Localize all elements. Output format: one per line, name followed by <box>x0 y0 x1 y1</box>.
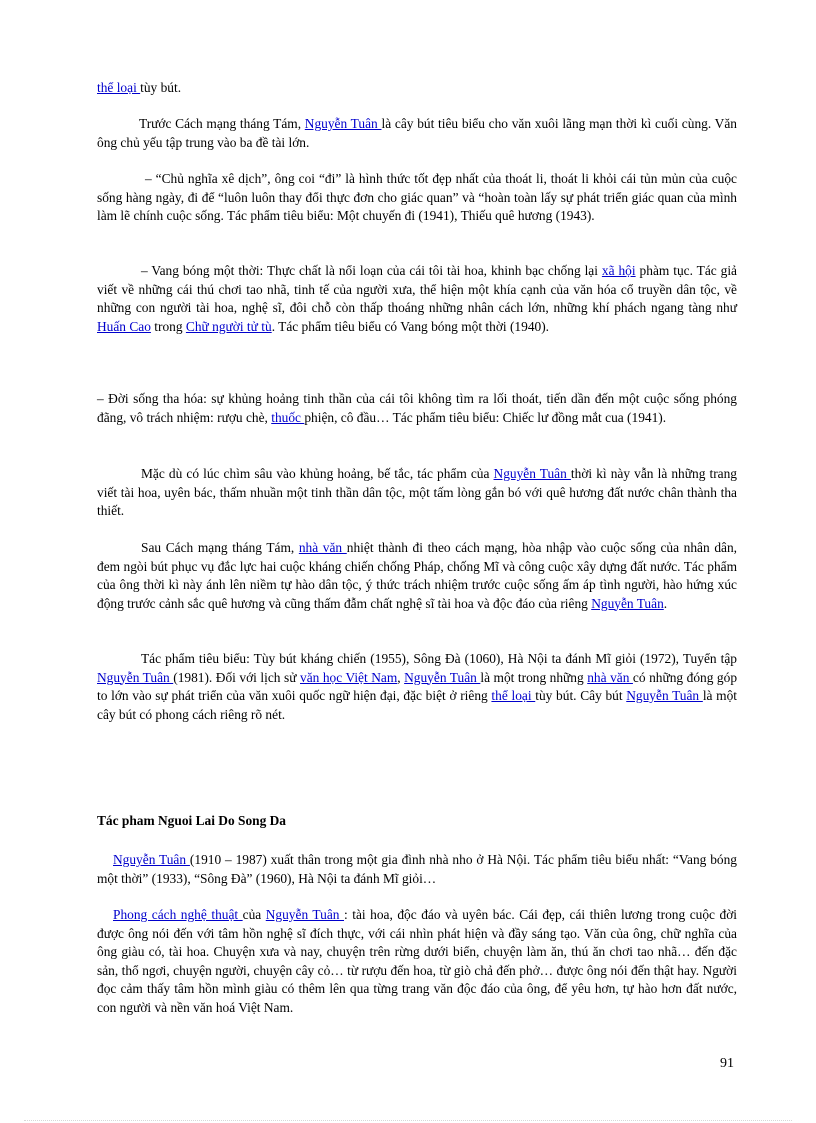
paragraph-9: Nguyễn Tuân (1910 – 1987) xuất thân trong một gia đình nhà nho ở Hà Nội. Tác phẩm tiêu biểu nhất: “Vang bóng một thời” (1933), “Sông Đà” (1960), Hà Nội ta đánh Mĩ giỏi… <box>97 852 737 886</box>
paragraph-7: Sau Cách mạng tháng Tám, nhà văn nhiệt thành đi theo cách mạng, hòa nhập vào cuộc sống của nhân dân, đem ngòi bút phục vụ đắc lực hai cuộc kháng chiến chống Pháp, chống Mĩ và công cuộc xây dựng đất nước. Tác phẩm của ông thời kì này ánh lên niềm tự hào dân tộc, ý thức trách nhiệm trước cuộc sống ấm áp tình người, hào hứng xúc động trước cảnh sắc quê hương và cũng thấm đẫm chất nghệ sĩ tài hoa và độc đáo của riêng Nguyễn Tuân. <box>97 540 738 611</box>
link-huan-cao[interactable]: Huấn Cao <box>97 318 151 334</box>
link-nguyen-tuan[interactable]: Nguyễn Tuân <box>97 669 174 685</box>
link-nguyen-tuan[interactable]: Nguyễn Tuân <box>304 116 382 131</box>
section-heading: Tác pham Nguoi Lai Do Song Da <box>97 813 286 828</box>
link-nha-van[interactable]: nhà văn <box>298 540 347 555</box>
paragraph-3: – “Chủ nghĩa xê dịch”, ông coi “đi” là hình thức tốt đẹp nhất của thoát li, thoát li khỏi cái tủn mủn của cuộc sống hàng ngày, đi để “luôn luôn thay đổi thực đơn cho giác quan” và “hoàn toàn lấy sự phát triển giác quan của mình làm lẽ chính cuộc sống. Tác phẩm tiêu biểu: Một chuyến đi (1941), Thiếu quê hương (1943). <box>97 171 737 223</box>
link-nguyen-tuan[interactable]: Nguyễn Tuân <box>404 669 481 685</box>
paragraph-4: – Vang bóng một thời: Thực chất là nổi loạn của cái tôi tài hoa, khinh bạc chống lại xã hội phàm tục. Tác giả viết về những cái thú chơi tao nhã, tinh tế của người xưa, thể hiện một khía cạnh của văn hóa cổ truyền dân tộc, về những con người tài hoa, nghệ sĩ, đôi chỗ còn thấp thoáng những nhân cách lớn, những khí phách ngang tàng như Huấn Cao trong Chữ người tử tù. Tác phẩm tiêu biểu có Vang bóng một thời (1940). <box>97 263 738 334</box>
paragraph-8: Tác phẩm tiêu biểu: Tùy bút kháng chiến (1955), Sông Đà (1060), Hà Nội ta đánh Mĩ giỏi (1972), Tuyển tập Nguyễn Tuân (1981). Đối với lịch sử văn học Việt Nam, Nguyễn Tuân là một trong những nhà văn có những đóng góp to lớn vào sự phát triển của văn xuôi quốc ngữ hiện đại, đặc biệt ở riêng thể loại tùy bút. Cây bút Nguyễn Tuân là một cây bút có phong cách riêng rõ nét. <box>97 651 738 722</box>
paragraph-2: Trước Cách mạng tháng Tám, Nguyễn Tuân là cây bút tiêu biểu cho văn xuôi lãng mạn thời kì cuối cùng. Văn ông chủ yếu tập trung vào ba đề tài lớn. <box>97 116 737 150</box>
paragraph-10: Phong cách nghệ thuật của Nguyễn Tuân : tài hoa, độc đáo và uyên bác. Cái đẹp, cái thiên lương trong cuộc đời được ông nói đến với tâm hồn nghệ sĩ đích thực, với cái nhìn phát hiện và đầy sáng tạo. Văn của ông, chữ nghĩa của ông giàu có, tài hoa. Chuyện xưa và nay, chuyện trên rừng dưới biển, chuyện làm ăn, thú ăn chơi tao nhã… đến đặc sản, thổ ngơi, chuyện người, chuyện cây cỏ… từ rượu đến hoa, từ giò chả đến phở… được ông nói đến thật hay. Người đọc cảm thấy tâm hồn mình giàu có thêm lên qua từng trang văn độc đáo của ông, để yêu hơn, tự hào hơn đất nước, con người và nền văn hoá Việt Nam. <box>97 907 738 1015</box>
link-chu-nguoi-tu-tu[interactable]: Chữ người tử tù <box>185 318 272 334</box>
link-phong-cach-nghe-thuat[interactable]: Phong cách nghệ thuật <box>113 907 243 922</box>
link-van-hoc-viet-nam[interactable]: văn học Việt Nam <box>300 669 398 685</box>
paragraph-5: – Đời sống tha hóa: sự khủng hoảng tinh thần của cái tôi không tìm ra lối thoát, tiến dần đến một cuộc sống phóng đãng, vô trách nhiệm: rượu chè, thuốc phiện, cô đầu… Tác phẩm tiêu biểu: Chiếc lư đồng mắt cua (1941). <box>97 391 737 425</box>
link-nguyen-tuan[interactable]: Nguyễn Tuân <box>626 688 703 703</box>
link-the-loai[interactable]: thể loại <box>97 80 141 95</box>
link-nguyen-tuan[interactable]: Nguyễn Tuân <box>591 595 664 611</box>
link-nguyen-tuan[interactable]: Nguyễn Tuân <box>493 466 571 481</box>
link-thuoc[interactable]: thuốc <box>271 409 305 425</box>
link-the-loai[interactable]: thể loại <box>491 688 536 703</box>
link-nha-van[interactable]: nhà văn <box>587 669 633 685</box>
paragraph-6: Mặc dù có lúc chìm sâu vào khủng hoảng, bế tắc, tác phẩm của Nguyễn Tuân thời kì này vẫn là những trang viết tài hoa, uyên bác, thấm nhuần một tinh thần dân tộc, một tấm lòng gắn bó với quê hương đất nước chân thành tha thiết. <box>97 466 737 518</box>
paragraph-1: thể loại tùy bút. <box>97 80 182 95</box>
page-bottom-divider <box>24 1120 792 1121</box>
link-xa-hoi[interactable]: xã hội <box>601 263 636 278</box>
page-number: 91 <box>720 1056 734 1071</box>
link-nguyen-tuan[interactable]: Nguyễn Tuân <box>265 907 344 922</box>
link-nguyen-tuan[interactable]: Nguyễn Tuân <box>113 852 190 867</box>
